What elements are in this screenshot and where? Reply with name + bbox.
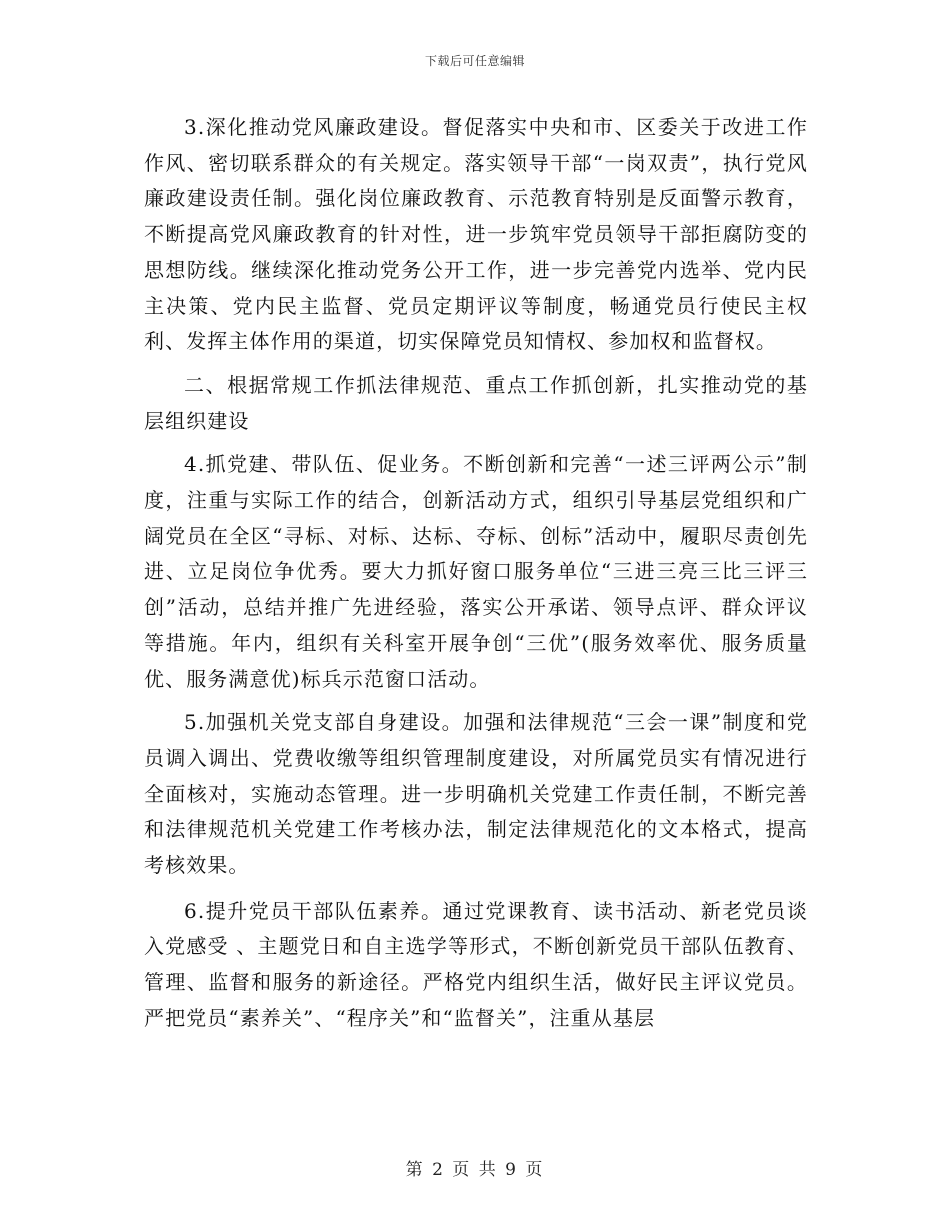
paragraph-branch-construction: 5.加强机关党支部自身建设。加强和法律规范“三会一课”制度和党员调入调出、党费收缴等组织管理制度建设，对所属党员实有情况进行全面核对，实施动态管理。进一步明确机关党建工作责任制，不断完善和法律规范机关党建工作考核办法，制定法律规范化的文本格式，提高考核效果。 — [144, 710, 808, 878]
page-header-note: 下载后可任意编辑 — [424, 54, 525, 68]
paragraph-party-building: 4.抓党建、带队伍、促业务。不断创新和完善“一述三评两公示”制度，注重与实际工作的结合，创新活动方式，组织引导基层党组织和广阔党员在全区“寻标、对标、达标、夺标、创标”活动中，履职尽责创先进、立足岗位争优秀。要大力抓好窗口服务单位“三进三亮三比三评三创”活动，总结并推广先进经验，落实公开承诺、领导点评、群众评议等措施。年内，组织有关科室开展争创“三优”(服务效率优、服务质量优、服务满意优)标兵示范窗口活动。 — [144, 452, 808, 691]
paragraph-party-conduct: 3.深化推动党风廉政建设。督促落实中央和市、区委关于改进工作作风、密切联系群众的有关规定。落实领导干部“一岗双责”，执行党风廉政建设责任制。强化岗位廉政教育、示范教育特别是反面警示教育，不断提高党风廉政教育的针对性，进一步筑牢党员领导干部拒腐防变的思想防线。继续深化推动党务公开工作，进一步完善党内选举、党内民主决策、党内民主监督、党员定期评议等制度，畅通党员行使民主权利、发挥主体作用的渠道，切实保障党员知情权、参加权和监督权。 — [144, 115, 808, 354]
paragraph-cadre-quality: 6.提升党员干部队伍素养。通过党课教育、读书活动、新老党员谈入党感受 、主题党日和自主选学等形式，不断创新党员干部队伍教育、管理、监督和服务的新途径。严格党内组织生活，做好民主评议党员。严把党员“素养关”、“程序关”和“监督关”，注重从基层 — [144, 898, 808, 1030]
document-body — [144, 110, 808, 1045]
section-heading-grassroots: 二、根据常规工作抓法律规范、重点工作抓创新，扎实推动党的基层组织建设 — [144, 372, 808, 433]
page-number: 第 2 页 共 9 页 — [405, 1160, 545, 1180]
